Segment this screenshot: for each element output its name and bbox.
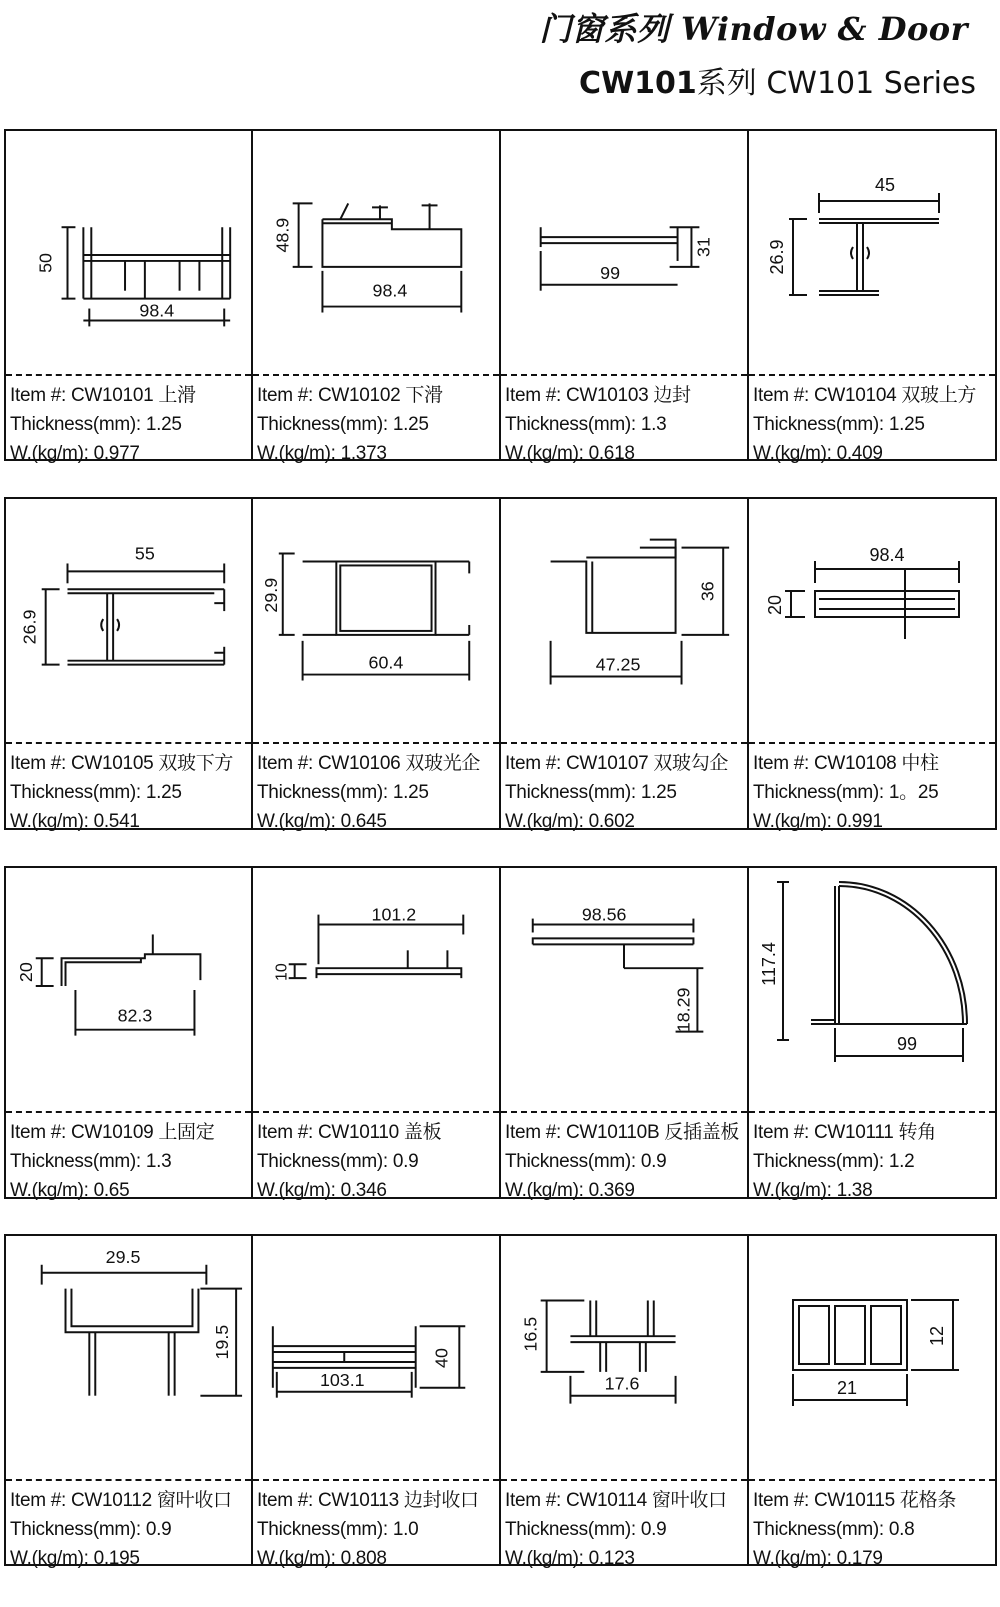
- thickness-label: Thickness(mm):: [753, 1151, 884, 1172]
- weight-value: 0.645: [340, 811, 387, 832]
- series-cn: 系列: [696, 66, 757, 101]
- profile-drawing: [501, 868, 747, 1113]
- item-card: [6, 868, 253, 1201]
- profile-drawing: [501, 499, 747, 744]
- thickness-label: Thickness(mm):: [753, 782, 884, 803]
- item-code: CW10101 上滑: [70, 385, 196, 406]
- weight-value: 0.409: [836, 443, 883, 464]
- thickness-label: Thickness(mm):: [10, 1151, 141, 1172]
- dim-label: 50: [35, 252, 56, 273]
- weight-value: 0.991: [836, 811, 883, 832]
- weight-value: 0.195: [93, 1548, 140, 1569]
- item-info: [753, 1118, 936, 1205]
- item-info: [257, 749, 480, 836]
- item-card: [501, 868, 749, 1201]
- profile-drawing: [253, 499, 499, 744]
- divider: [749, 374, 995, 376]
- item-code: CW10115 花格条: [813, 1490, 957, 1511]
- dim-label: 17.6: [604, 1373, 640, 1394]
- dim-label: 98.4: [869, 545, 905, 565]
- thickness-value: 1.0: [392, 1519, 419, 1540]
- weight-label: W.(kg/m):: [10, 443, 89, 464]
- weight-value: 0.179: [836, 1548, 883, 1569]
- dim-label: 47.25: [595, 654, 641, 675]
- weight-value: 0.369: [588, 1180, 635, 1201]
- thickness-value: 1.2: [888, 1151, 915, 1172]
- thickness-value: 0.9: [640, 1519, 667, 1540]
- dim-label: 21: [836, 1378, 858, 1398]
- dim-label: 101.2: [371, 904, 417, 925]
- thickness-value: 0.9: [392, 1151, 419, 1172]
- item-label: Item #:: [753, 385, 809, 406]
- divider: [501, 374, 747, 376]
- thickness-value: 1。25: [888, 782, 939, 803]
- dim-label: 20: [765, 594, 785, 616]
- item-label: Item #:: [10, 385, 66, 406]
- item-label: Item #:: [257, 385, 313, 406]
- item-code: CW10109 上固定: [70, 1122, 215, 1143]
- profile-drawing: [749, 1236, 995, 1481]
- series-code: CW101: [579, 66, 697, 101]
- weight-label: W.(kg/m):: [505, 1180, 584, 1201]
- weight-value: 0.808: [340, 1548, 387, 1569]
- thickness-label: Thickness(mm):: [505, 1519, 636, 1540]
- divider: [749, 742, 995, 744]
- item-card: [749, 131, 995, 464]
- profile-drawing: [6, 499, 251, 744]
- item-info: [505, 381, 691, 468]
- thickness-value: 0.8: [888, 1519, 915, 1540]
- item-label: Item #:: [10, 1490, 66, 1511]
- thickness-value: 0.9: [145, 1519, 172, 1540]
- item-card: [749, 868, 995, 1201]
- profile-drawing: [6, 1236, 251, 1481]
- thickness-value: 1.25: [392, 414, 429, 435]
- row-3: [4, 866, 997, 1199]
- divider: [501, 742, 747, 744]
- dim-label: 20: [15, 962, 36, 983]
- weight-label: W.(kg/m):: [505, 1548, 584, 1569]
- item-info: [10, 1118, 214, 1205]
- divider: [253, 1111, 499, 1113]
- weight-label: W.(kg/m):: [257, 1548, 336, 1569]
- weight-label: W.(kg/m):: [10, 1548, 89, 1569]
- thickness-value: 1.3: [640, 414, 667, 435]
- dim-label: 36: [697, 581, 718, 602]
- thickness-label: Thickness(mm):: [257, 1519, 388, 1540]
- item-info: [753, 381, 976, 468]
- dim-label: 12: [927, 1325, 947, 1347]
- dim-label: 16.5: [520, 1316, 541, 1352]
- weight-value: 0.123: [588, 1548, 635, 1569]
- item-card: [6, 499, 253, 832]
- item-code: CW10110 盖板: [317, 1122, 442, 1143]
- item-code: CW10105 双玻下方: [70, 753, 234, 774]
- item-card: [253, 131, 501, 464]
- thickness-value: 1.25: [145, 782, 182, 803]
- item-card: [749, 499, 995, 832]
- thickness-value: 1.25: [145, 414, 182, 435]
- thickness-value: 1.3: [145, 1151, 172, 1172]
- item-label: Item #:: [257, 753, 313, 774]
- divider: [253, 1479, 499, 1481]
- weight-value: 0.541: [93, 811, 140, 832]
- item-info: [753, 1486, 956, 1573]
- thickness-value: 0.9: [640, 1151, 667, 1172]
- item-code: CW10110B 反插盖板: [565, 1122, 740, 1143]
- thickness-value: 1.25: [392, 782, 429, 803]
- weight-label: W.(kg/m):: [753, 1180, 832, 1201]
- thickness-label: Thickness(mm):: [10, 414, 141, 435]
- dim-label: 98.4: [139, 300, 175, 321]
- item-info: [10, 381, 196, 468]
- item-label: Item #:: [257, 1490, 313, 1511]
- dim-label: 99: [896, 1034, 918, 1054]
- profile-drawing: [501, 1236, 747, 1481]
- title-en: Window & Door: [680, 10, 968, 48]
- dim-label: 18.29: [673, 987, 694, 1033]
- weight-value: 1.38: [836, 1180, 873, 1201]
- item-label: Item #:: [257, 1122, 313, 1143]
- title-cn: 门窗系列: [539, 10, 670, 48]
- item-info: [257, 1118, 441, 1205]
- item-code: CW10111 转角: [813, 1122, 936, 1143]
- dim-label: 26.9: [19, 609, 40, 645]
- dim-label: 98.56: [581, 904, 627, 925]
- dim-label: 60.4: [368, 652, 404, 673]
- item-card: [253, 868, 501, 1201]
- weight-value: 0.65: [93, 1180, 130, 1201]
- profile-drawing: [749, 499, 995, 744]
- thickness-label: Thickness(mm):: [10, 1519, 141, 1540]
- item-card: [501, 1236, 749, 1569]
- item-label: Item #:: [505, 1490, 561, 1511]
- catalog-title: [539, 4, 968, 50]
- item-label: Item #:: [10, 753, 66, 774]
- item-label: Item #:: [10, 1122, 66, 1143]
- divider: [253, 374, 499, 376]
- dim-label: 99: [600, 262, 621, 283]
- weight-value: 1.373: [340, 443, 387, 464]
- series-title: [579, 58, 976, 102]
- item-label: Item #:: [505, 753, 561, 774]
- item-code: CW10112 窗叶收口: [70, 1490, 232, 1511]
- divider: [6, 742, 251, 744]
- divider: [6, 1479, 251, 1481]
- item-label: Item #:: [753, 1122, 809, 1143]
- dim-label: 31: [693, 237, 714, 257]
- dim-label: 117.4: [759, 942, 779, 986]
- thickness-label: Thickness(mm):: [257, 414, 388, 435]
- weight-label: W.(kg/m):: [10, 811, 89, 832]
- dim-label: 55: [134, 543, 155, 564]
- item-code: CW10102 下滑: [317, 385, 443, 406]
- divider: [501, 1479, 747, 1481]
- weight-label: W.(kg/m):: [753, 811, 832, 832]
- dim-label: 45: [874, 175, 896, 195]
- item-code: CW10103 边封: [565, 385, 691, 406]
- profile-drawing: [501, 131, 747, 376]
- item-card: [501, 499, 749, 832]
- item-card: [253, 1236, 501, 1569]
- item-info: [10, 749, 233, 836]
- dim-label: 19.5: [212, 1324, 233, 1360]
- item-info: [257, 1486, 479, 1573]
- thickness-label: Thickness(mm):: [257, 1151, 388, 1172]
- weight-label: W.(kg/m):: [257, 1180, 336, 1201]
- weight-value: 0.346: [340, 1180, 387, 1201]
- item-card: [501, 131, 749, 464]
- profile-drawing: [253, 131, 499, 376]
- profile-drawing: [749, 868, 995, 1113]
- profile-drawing: [6, 868, 251, 1113]
- item-code: CW10104 双玻上方: [813, 385, 977, 406]
- dim-label: 10: [273, 963, 291, 981]
- dim-label: 40: [431, 1348, 452, 1368]
- divider: [6, 374, 251, 376]
- dim-label: 98.4: [372, 280, 408, 301]
- item-label: Item #:: [753, 1490, 809, 1511]
- item-info: [505, 749, 728, 836]
- thickness-value: 1.25: [640, 782, 677, 803]
- thickness-label: Thickness(mm):: [257, 782, 388, 803]
- divider: [6, 1111, 251, 1113]
- thickness-label: Thickness(mm):: [10, 782, 141, 803]
- item-code: CW10108 中柱: [813, 753, 939, 774]
- thickness-label: Thickness(mm):: [505, 782, 636, 803]
- dim-label: 82.3: [117, 1005, 153, 1026]
- series-en: CW101 Series: [766, 66, 976, 101]
- item-code: CW10106 双玻光企: [317, 753, 481, 774]
- thickness-label: Thickness(mm):: [505, 1151, 636, 1172]
- divider: [501, 1111, 747, 1113]
- divider: [253, 742, 499, 744]
- weight-label: W.(kg/m):: [257, 811, 336, 832]
- dim-label: 26.9: [767, 239, 787, 275]
- row-1: [4, 129, 997, 464]
- weight-label: W.(kg/m):: [257, 443, 336, 464]
- weight-label: W.(kg/m):: [505, 811, 584, 832]
- weight-value: 0.977: [93, 443, 140, 464]
- thickness-label: Thickness(mm):: [753, 414, 884, 435]
- weight-value: 0.618: [588, 443, 635, 464]
- profile-drawing: [253, 1236, 499, 1481]
- thickness-value: 1.25: [888, 414, 925, 435]
- profile-drawing: [253, 868, 499, 1113]
- item-card: [6, 131, 253, 464]
- item-info: [505, 1486, 727, 1573]
- weight-label: W.(kg/m):: [505, 443, 584, 464]
- item-code: CW10114 窗叶收口: [565, 1490, 727, 1511]
- weight-label: W.(kg/m):: [753, 443, 832, 464]
- item-label: Item #:: [505, 385, 561, 406]
- row-4: [4, 1234, 997, 1569]
- item-info: [10, 1486, 232, 1573]
- dim-label: 103.1: [319, 1369, 365, 1390]
- item-info: [257, 381, 443, 468]
- dim-label: 29.5: [105, 1246, 141, 1267]
- dim-label: 29.9: [260, 577, 281, 613]
- item-info: [505, 1118, 739, 1205]
- item-label: Item #:: [753, 753, 809, 774]
- thickness-label: Thickness(mm):: [753, 1519, 884, 1540]
- weight-label: W.(kg/m):: [10, 1180, 89, 1201]
- divider: [749, 1479, 995, 1481]
- item-code: CW10107 双玻勾企: [565, 753, 729, 774]
- item-code: CW10113 边封收口: [317, 1490, 479, 1511]
- row-2: [4, 497, 997, 830]
- item-card: [6, 1236, 253, 1569]
- dim-label: 48.9: [272, 217, 293, 253]
- profile-drawing: [749, 131, 995, 376]
- profile-drawing: [6, 131, 251, 376]
- item-label: Item #:: [505, 1122, 561, 1143]
- item-card: [749, 1236, 995, 1569]
- item-info: [753, 749, 939, 836]
- thickness-label: Thickness(mm):: [505, 414, 636, 435]
- item-card: [253, 499, 501, 832]
- divider: [749, 1111, 995, 1113]
- weight-value: 0.602: [588, 811, 635, 832]
- weight-label: W.(kg/m):: [753, 1548, 832, 1569]
